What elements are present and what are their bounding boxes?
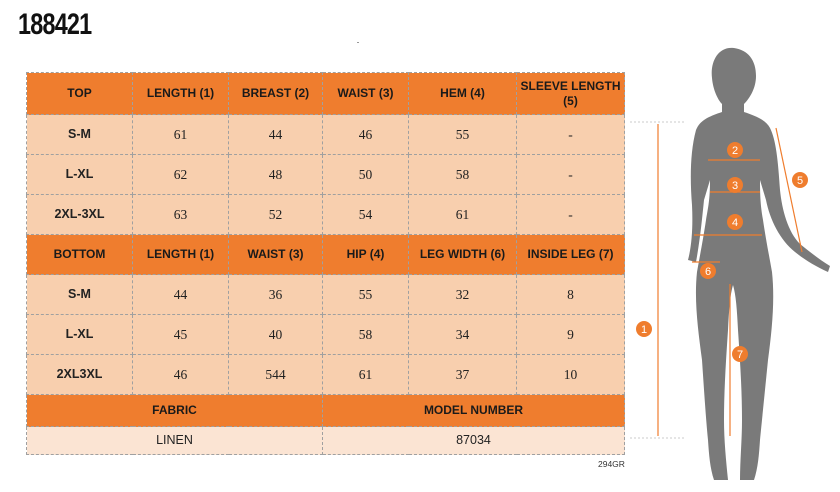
size-label: S-M [27,275,133,315]
size-chart-table [26,72,625,455]
header-cell: HIP (4) [323,235,409,275]
fabric-value: LINEN [27,427,323,455]
table-cell: 61 [323,355,409,395]
svg-text:3: 3 [731,180,739,192]
measurement-marker-1 [636,321,652,337]
table-cell: 55 [409,115,517,155]
table-row [27,315,625,355]
model-number-value: 87034 [323,427,625,455]
fabric-row [27,427,625,455]
table-cell: 40 [229,315,323,355]
table-cell: 36 [229,275,323,315]
size-label: 2XL3XL [27,355,133,395]
measurement-marker-4 [727,214,743,230]
table-cell: 54 [323,195,409,235]
body-measurement-figure [630,40,835,485]
table-cell: 9 [517,315,625,355]
table-cell: 46 [323,115,409,155]
measurement-marker-5 [792,172,808,188]
table-cell: 8 [517,275,625,315]
bottom-header-row [27,235,625,275]
table-cell: 44 [229,115,323,155]
header-cell: INSIDE LEG (7) [517,235,625,275]
table-cell: 52 [229,195,323,235]
svg-text:4: 4 [731,217,739,229]
table-cell: 10 [517,355,625,395]
svg-text:2: 2 [731,145,739,157]
svg-text:6: 6 [704,266,712,278]
table-cell: 62 [133,155,229,195]
measurement-marker-2 [727,142,743,158]
header-cell: LEG WIDTH (6) [409,235,517,275]
table-cell: 32 [409,275,517,315]
fabric-header-row [27,395,625,427]
table-cell: 48 [229,155,323,195]
table-row [27,195,625,235]
table-row [27,275,625,315]
svg-text:1: 1 [640,324,648,336]
header-cell: SLEEVE LENGTH (5) [517,73,625,115]
table-cell: 55 [323,275,409,315]
fabric-label: FABRIC [27,395,323,427]
model-number-label: MODEL NUMBER [323,395,625,427]
header-cell: HEM (4) [409,73,517,115]
table-cell: 44 [133,275,229,315]
table-cell: - [517,195,625,235]
header-cell: WAIST (3) [323,73,409,115]
header-cell: BREAST (2) [229,73,323,115]
size-label: S-M [27,115,133,155]
measurement-marker-3 [727,177,743,193]
svg-text:5: 5 [796,175,804,187]
table-cell: - [517,155,625,195]
table-row [27,155,625,195]
table-cell: 58 [409,155,517,195]
table-cell: 46 [133,355,229,395]
measurement-marker-6 [700,263,716,279]
table-row [27,115,625,155]
table-cell: 37 [409,355,517,395]
header-cell: LENGTH (1) [133,235,229,275]
top-header-row [27,73,625,115]
table-cell: - [517,115,625,155]
size-label: 2XL-3XL [27,195,133,235]
product-code: 188421 [18,8,92,41]
reference-code: 294GR [598,459,625,469]
header-cell: TOP [27,73,133,115]
table-cell: 58 [323,315,409,355]
header-cell: LENGTH (1) [133,73,229,115]
svg-text:7: 7 [736,349,744,361]
table-cell: 45 [133,315,229,355]
size-label: L-XL [27,155,133,195]
table-cell: 63 [133,195,229,235]
size-label: L-XL [27,315,133,355]
table-cell: 61 [133,115,229,155]
header-cell: BOTTOM [27,235,133,275]
table-cell: 50 [323,155,409,195]
table-cell: 61 [409,195,517,235]
header-cell: WAIST (3) [229,235,323,275]
stray-dot [357,42,359,43]
measurement-marker-7 [732,346,748,362]
table-row [27,355,625,395]
table-cell: 34 [409,315,517,355]
table-cell: 544 [229,355,323,395]
